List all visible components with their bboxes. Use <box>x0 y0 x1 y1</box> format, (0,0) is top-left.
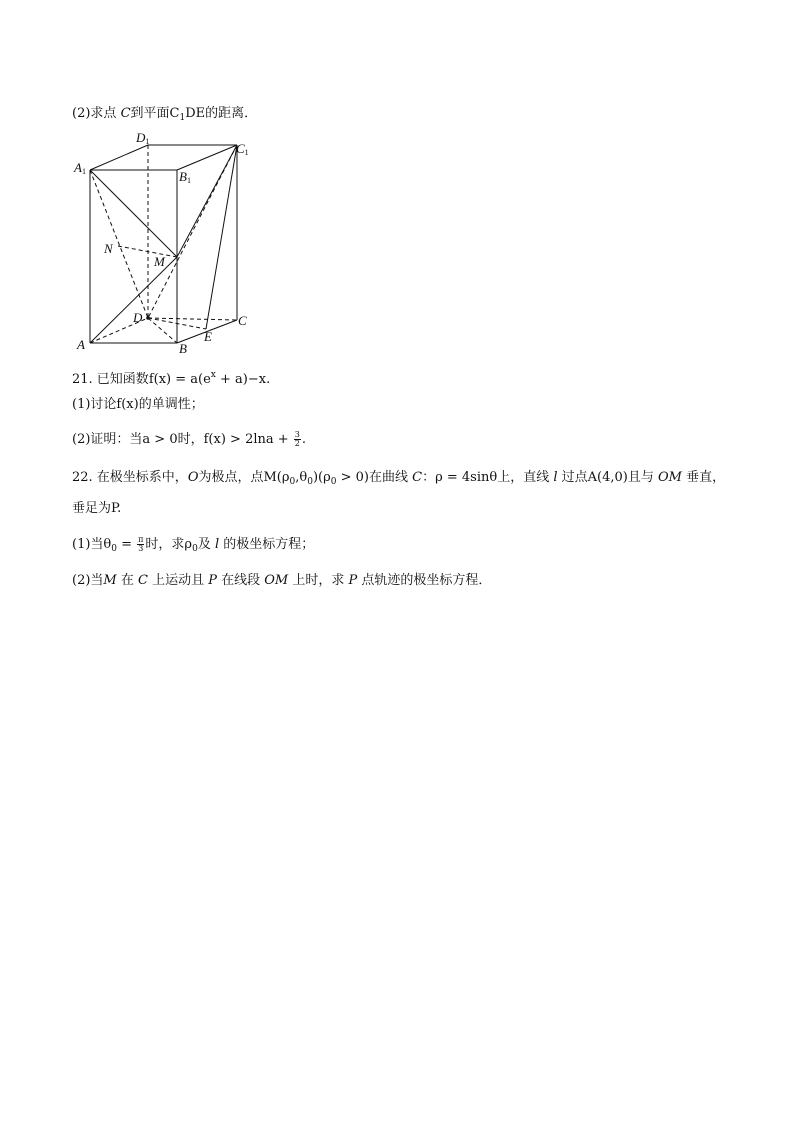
label-a1: A1 <box>74 160 86 176</box>
hidden-d-e <box>148 318 206 329</box>
hidden-a-d <box>90 318 148 343</box>
q21-part2: (2)证明：当a > 0时，f(x) > 2lna + $\frac{3}{2}$ . <box>72 430 307 448</box>
q20-part2: (2)求点 C到平面$C_1DE$的距离． <box>72 106 258 123</box>
label-c1: C1 <box>236 141 249 157</box>
edge-c1-e <box>206 145 237 329</box>
edge-b-c <box>177 320 237 343</box>
label-c: C <box>238 313 247 328</box>
label-m: M <box>154 254 165 269</box>
hidden-d-b <box>148 318 177 343</box>
label-n: N <box>104 241 113 256</box>
edge-a-m <box>90 257 177 343</box>
point-d-dot <box>146 316 150 320</box>
edge-c1-m <box>177 145 237 257</box>
hidden-n-m <box>118 246 177 257</box>
edge-b1-c1 <box>177 145 237 170</box>
q21-stem: 21. 已知函数$f(x) = a(e^x + a)-x$. <box>72 370 271 387</box>
edge-a1-m <box>90 170 177 257</box>
fraction-3-2: $\frac{3}{2}$ <box>294 430 300 448</box>
q22-part2: (2)当M 在 C 上运动且 P 在线段 OM 上时，求 P 点轨迹的极坐标方程． <box>72 573 492 588</box>
label-a: A <box>77 337 85 352</box>
hidden-c1-d <box>148 145 237 318</box>
q22-stem-line1: 22. 在极坐标系中，O为极点，点$M(\rho_0,\theta_0)(\rho_0 > 0)$在曲线 C：ρ = 4sinθ上，直线 l 过点A(4,0)且与 OM 垂直， <box>72 470 726 487</box>
hidden-a1-d <box>90 170 148 318</box>
hidden-d-c <box>148 318 237 320</box>
q22-part1: (1)当$\theta_0$ = $\frac{\pi}{3}$ 时，求$\rho_0$及 l 的极坐标方程； <box>72 535 315 554</box>
q22-stem-line2: 垂足为P. <box>72 501 122 516</box>
label-b1: B1 <box>179 169 191 185</box>
q21-part1: (1)讨论f(x)的单调性； <box>72 397 204 412</box>
label-e: E <box>204 329 212 344</box>
label-d: D <box>133 310 143 325</box>
edge-a1-d1 <box>90 145 148 170</box>
fraction-pi-3: $\frac{\pi}{3}$ <box>138 535 144 553</box>
label-b: B <box>179 341 187 356</box>
label-d1: D1 <box>136 130 150 146</box>
